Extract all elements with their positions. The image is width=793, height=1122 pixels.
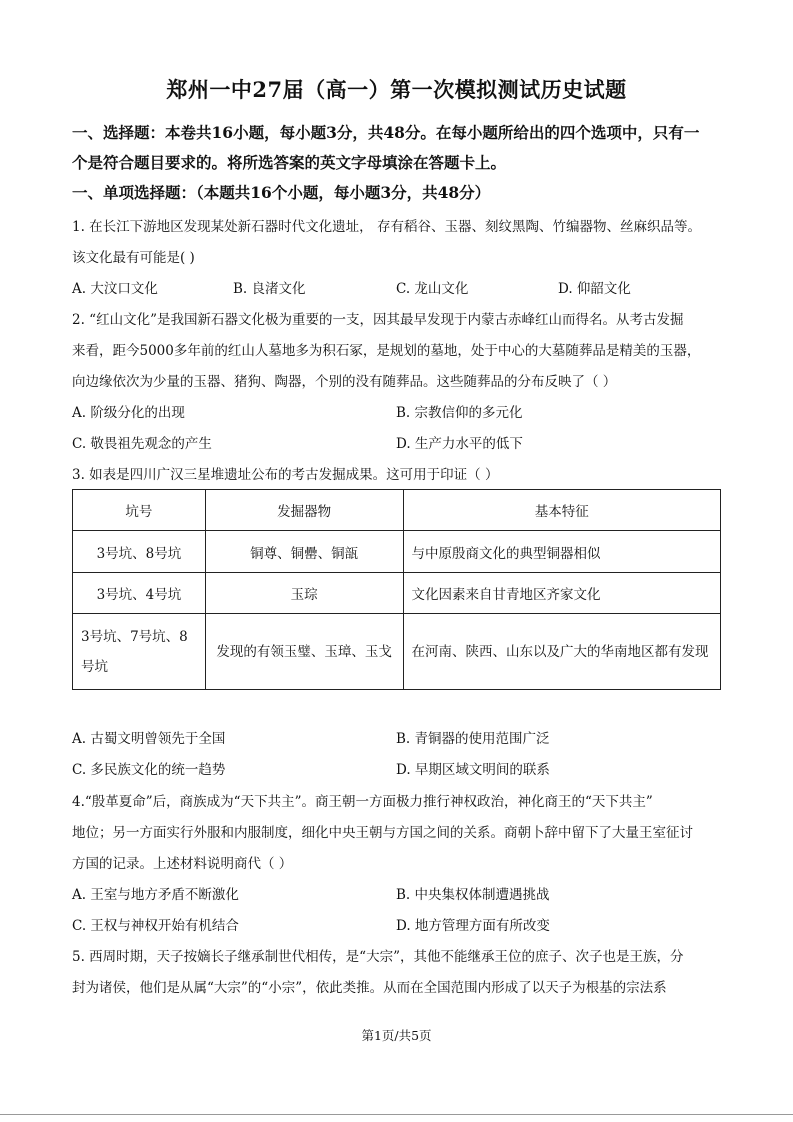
excavation-table	[72, 489, 721, 690]
question-3-option-c: C. 多民族文化的统一趋势	[72, 762, 226, 778]
question-4-option-b: B. 中央集权体制遭遇挑战	[396, 887, 550, 903]
table-cell: 3号坑、8号坑	[73, 531, 206, 573]
section-heading: 一、单项选择题：（本题共16个小题，每小题3分，共48分）	[72, 183, 491, 202]
table-header-row	[73, 490, 721, 531]
question-1-option-d: D. 仰韶文化	[558, 281, 631, 297]
table-row	[73, 614, 721, 690]
question-2-line3: 向边缘依次为少量的玉器、猪狗、陶器，个别的没有随葬品。这些随葬品的分布反映了（ ）	[72, 374, 617, 390]
question-2-option-c: C. 敬畏祖先观念的产生	[72, 436, 212, 452]
question-4-line1: 4.“殷革夏命”后，商族成为“天下共主”。商王朝一方面极力推行神权政治，神化商王的“天下共主”	[72, 794, 653, 810]
table-cell: 发现的有领玉璧、玉璋、玉戈	[205, 614, 403, 690]
question-2-line1: 2. “红山文化”是我国新石器文化极为重要的一支，因其最早发现于内蒙古赤峰红山而得名。从考古发掘	[72, 312, 684, 328]
table-header-cell: 发掘器物	[205, 490, 403, 531]
question-5-line1: 5. 西周时期，天子按嫡长子继承制世代相传，是“大宗”，其他不能继承王位的庶子、次子也是王族，分	[72, 949, 684, 965]
table-cell: 铜尊、铜罍、铜瓿	[205, 531, 403, 573]
question-3-option-a: A. 古蜀文明曾领先于全国	[72, 731, 226, 747]
question-2-option-d: D. 生产力水平的低下	[396, 436, 523, 452]
table-cell: 3号坑、7号坑、8号坑	[73, 614, 206, 690]
question-4-line3: 方国的记录。上述材料说明商代（ ）	[72, 856, 293, 872]
table-cell: 与中原殷商文化的典型铜器相似	[403, 531, 721, 573]
question-1-option-a: A. 大汶口文化	[72, 281, 158, 297]
page-footer: 第1页/共5页	[361, 1028, 432, 1043]
question-1-line1: 1. 在长江下游地区发现某处新石器时代文化遗址， 存有稻谷、玉器、刻纹黑陶、竹编器物、丝麻织品等。	[72, 219, 701, 235]
question-5-line2: 封为诸侯，他们是从属“大宗”的“小宗”，依此类推。从而在全国范围内形成了以天子为根基的宗法系	[72, 980, 667, 996]
table-header-cell: 坑号	[73, 490, 206, 531]
question-2-option-b: B. 宗教信仰的多元化	[396, 405, 523, 421]
table-cell: 玉琮	[205, 573, 403, 614]
table-row	[73, 531, 721, 573]
question-3-line1: 3. 如表是四川广汉三星堆遗址公布的考古发掘成果。这可用于印证（ ）	[72, 467, 499, 483]
question-3-option-b: B. 青铜器的使用范围广泛	[396, 731, 550, 747]
page-title: 郑州一中27届（高一）第一次模拟测试历史试题	[166, 77, 627, 102]
table-cell: 文化因素来自甘青地区齐家文化	[403, 573, 721, 614]
question-2-option-a: A. 阶级分化的出现	[72, 405, 185, 421]
question-1-option-b: B. 良渚文化	[233, 281, 306, 297]
section-instructions-line1: 一、选择题：本卷共16小题，每小题3分，共48分。在每小题所给出的四个选项中，只有一	[72, 123, 700, 142]
question-4-line2: 地位；另一方面实行外服和内服制度，细化中央王朝与方国之间的关系。商朝卜辞中留下了大量王室征讨	[72, 825, 693, 841]
table-cell: 在河南、陕西、山东以及广大的华南地区都有发现	[403, 614, 721, 690]
question-1-option-c: C. 龙山文化	[396, 281, 469, 297]
question-3-option-d: D. 早期区域文明间的联系	[396, 762, 550, 778]
section-instructions-line2: 个是符合题目要求的。将所选答案的英文字母填涂在答题卡上。	[72, 153, 507, 172]
table-cell: 3号坑、4号坑	[73, 573, 206, 614]
question-2-line2: 来看，距今5000多年前的红山人墓地多为积石冢，是规划的墓地，处于中心的大墓随葬品是精美的玉器，	[72, 343, 701, 359]
table-row	[73, 573, 721, 614]
question-1-line2: 该文化最有可能是( )	[72, 250, 195, 266]
question-4-option-a: A. 王室与地方矛盾不断激化	[72, 887, 239, 903]
question-4-option-d: D. 地方管理方面有所改变	[396, 918, 550, 934]
table-header-cell: 基本特征	[403, 490, 721, 531]
question-4-option-c: C. 王权与神权开始有机结合	[72, 918, 239, 934]
bottom-divider	[0, 1114, 793, 1115]
